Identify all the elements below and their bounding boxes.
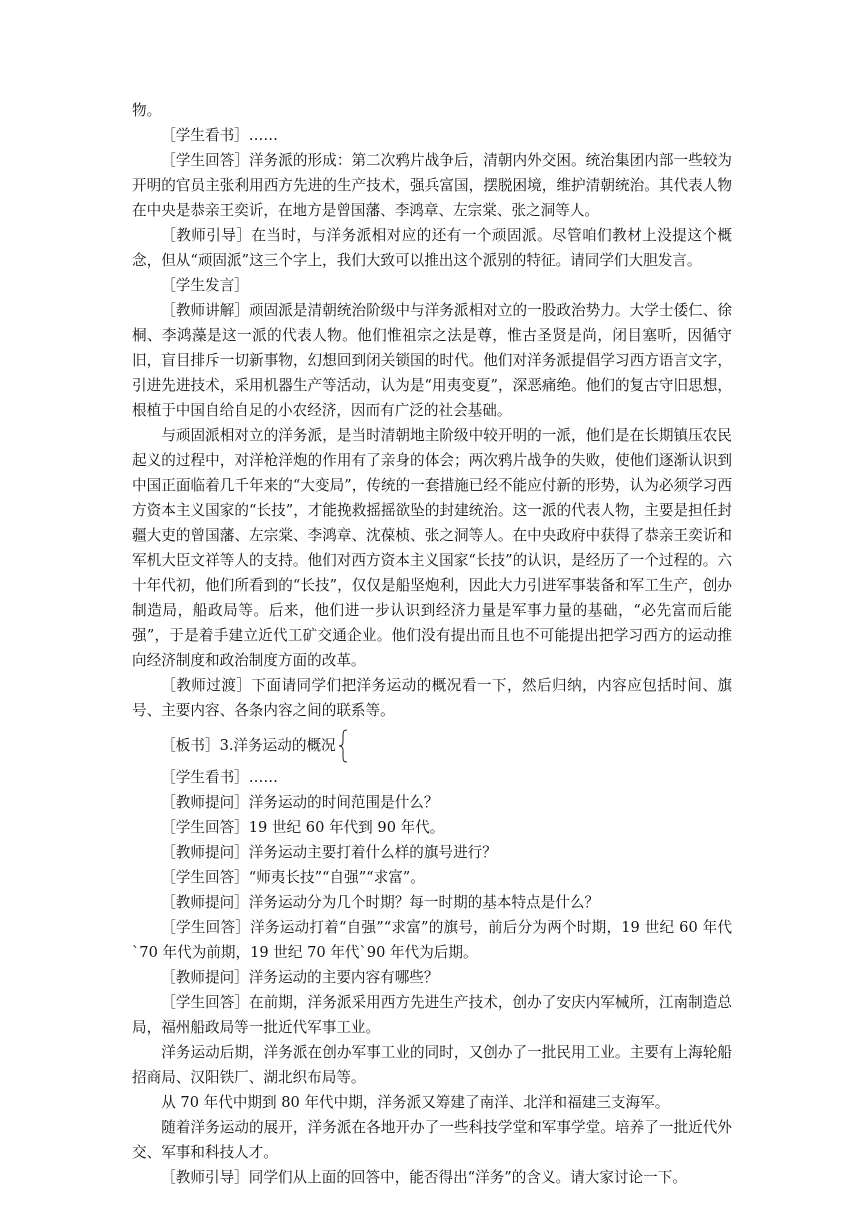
board-heading: ［板书］3.洋务运动的概况 [161,737,336,754]
paragraph: ［教师提问］洋务运动的时间范围是什么？ [161,794,439,811]
paragraph: ［学生发言］ [161,277,249,294]
paragraph: ［教师提问］洋务运动分为几个时期？每一时期的基本特点是什么？ [161,894,600,911]
paragraph: 与顽固派相对立的洋务派，是当时清朝地主阶级中较开明的一派，他们是在长期镇压农民起义的过程中，对洋枪洋炮的作用有了亲身的体会；两次鸦片战争的失败，使他们逐渐认识到中国正面临着几千年来的“大变局”，传统的一套措施已经不能应付新的形势，认为必须学习西方资本主义国家的“长技”，才能挽救摇摇欲坠的封建统治。这一派的代表人物，主要是担任封疆大吏的曾国藩、左宗棠、李鸿章、沈葆桢、张之洞等人。在中央政府中获得了恭亲王奕䜣和军机大臣文祥等人的支持。他们对西方资本主义国家“长技”的认识，是经历了一个过程的。六十年代初，他们所看到的“长技”，仅仅是船坚炮利，因此大力引进军事装备和军工生产，创办制造局，船政局等。后来，他们进一步认识到经济力量是军事力量的基础，“必先富而后能强”，于是着手建立近代工矿交通企业。他们没有提出而且也不可能提出把学习西方的运动推向经济制度和政治制度方面的改革。 [132,427,732,669]
paragraph: ［学生回答］在前期，洋务派采用西方先进生产技术，创办了安庆内军械所，江南制造总局，福州船政局等一批近代军事工业。 [132,994,732,1036]
document-body-after [132,765,732,1190]
document-page [132,98,732,1190]
document-body-before [132,98,732,723]
paragraph: 洋务运动后期，洋务派在创办军事工业的同时，又创办了一批民用工业。主要有上海轮船招商局、汉阳铁厂、湖北织布局等。 [132,1044,732,1086]
paragraph: ［教师引导］在当时，与洋务派相对应的还有一个顽固派。尽管咱们教材上没提这个概念，但从“顽固派”这三个字上，我们大致可以推出这个派别的特征。请同学们大胆发言。 [132,227,732,269]
paragraph: ［学生回答］“师夷长技”“自强”“求富”。 [161,869,425,886]
paragraph: ［学生回答］19 世纪 60 年代到 90 年代。 [161,819,445,836]
paragraph: ［教师过渡］下面请同学们把洋务运动的概况看一下，然后归纳，内容应包括时间、旗号、主要内容、各条内容之间的联系等。 [132,677,732,719]
paragraph: ［学生回答］洋务运动打着“自强”“求富”的旗号，前后分为两个时期，19 世纪 60 年代`70 年代为前期，19 世纪 70 年代`90 年代为后期。 [132,919,732,961]
paragraph: ［教师讲解］顽固派是清朝统治阶级中与洋务派相对立的一股政治势力。大学士倭仁、徐桐、李鸿藻是这一派的代表人物。他们惟祖宗之法是尊，惟古圣贤是尚，闭目塞听，因循守旧，盲目排斥一切新事物，幻想回到闭关锁国的时代。他们对洋务派提倡学习西方语言文字，引进先进技术，采用机器生产等活动，认为是“用夷变夏”，深恶痛绝。他们的复古守旧思想，根植于中国自给自足的小农经济，因而有广泛的社会基础。 [132,302,732,419]
paragraph: ［教师提问］洋务运动主要打着什么样的旗号进行？ [161,844,497,861]
board-heading-line [132,729,732,763]
curly-brace-icon [338,729,348,763]
paragraph: ［教师提问］洋务运动的主要内容有哪些？ [161,969,439,986]
paragraph: 从 70 年代中期到 80 年代中期，洋务派又筹建了南洋、北洋和福建三支海军。 [161,1094,670,1111]
paragraph: ［学生看书］…… [161,769,278,786]
paragraph: ［教师引导］同学们从上面的回答中，能否得出“洋务”的含义。请大家讨论一下。 [161,1169,687,1186]
paragraph: ［学生看书］…… [161,127,278,144]
paragraph: 物。 [132,102,162,119]
paragraph: 随着洋务运动的展开，洋务派在各地开办了一些科技学堂和军事学堂。培养了一批近代外交、军事和科技人才。 [132,1119,732,1161]
paragraph: ［学生回答］洋务派的形成：第二次鸦片战争后，清朝内外交困。统治集团内部一些较为开明的官员主张利用西方先进的生产技术，强兵富国，摆脱困境，维护清朝统治。其代表人物在中央是恭亲王奕䜣，在地方是曾国藩、李鸿章、左宗棠、张之洞等人。 [132,152,732,219]
